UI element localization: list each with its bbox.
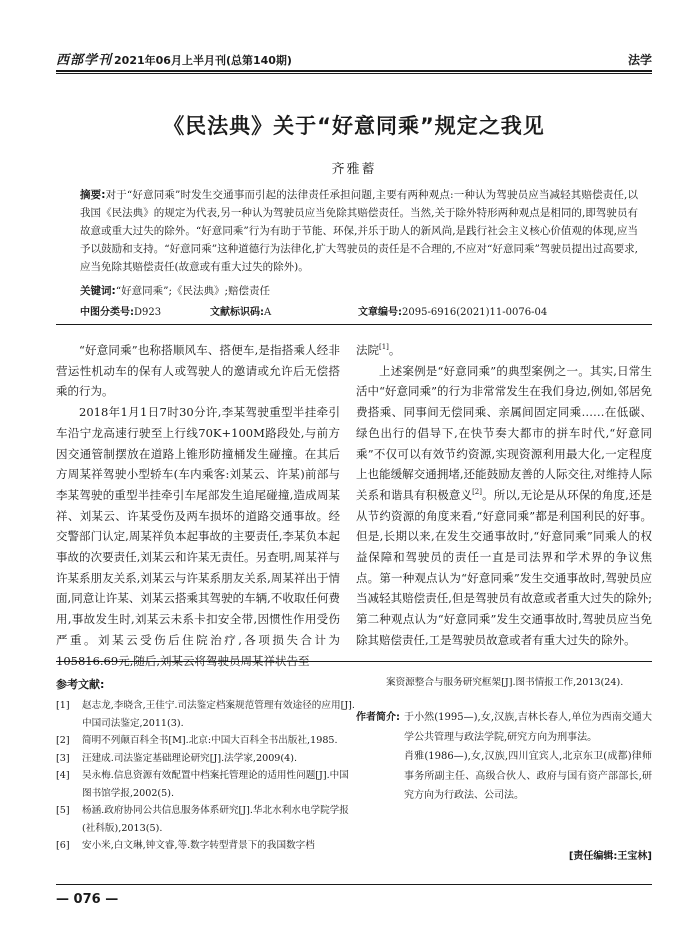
reference-item bbox=[56, 697, 358, 732]
keywords-text: “好意同乘”;《民法典》;赔偿责任 bbox=[115, 285, 271, 297]
reference-continued: 案资源整合与服务研究框架[J].图书情报工作,2013(24). bbox=[386, 677, 624, 688]
body-paragraph: “好意同乘”也称搭顺风车、搭便车,是指搭乘人经非营运性机动车的保有人或驾驶人的邀请或允许后无偿搭乘的行为。 bbox=[56, 343, 340, 399]
body-text: 法院 bbox=[356, 343, 379, 357]
section-name: 法学 bbox=[627, 53, 652, 67]
reference-number: [4] bbox=[56, 770, 70, 781]
reference-number: [6] bbox=[56, 840, 70, 851]
doc-code-value: A bbox=[264, 307, 272, 318]
article-id-label: 文章编号: bbox=[358, 307, 402, 318]
references-rule bbox=[56, 661, 652, 662]
body-text: 上述案例是“好意同乘”的典型案例之一。其实,日常生活中“好意同乘”的行为非常常发生在我们身边,例如,邻居免费搭乘、同事间无偿同乘、亲属间固定同乘……在低碳、绿色出行的倡导下,在快节奏大都市的拼车时代,“好意同乘”不仅可以有效节约资源,实现资源利用最大化,一定程度上也能缓解交通拥堵,还能鼓励友善的人际交往,对维持人际关系和谐具有积极意义 bbox=[356, 363, 652, 502]
reference-item bbox=[56, 732, 358, 750]
references-title: 参考文献: bbox=[56, 678, 105, 691]
article-title: 《民法典》关于“好意同乘”规定之我见 bbox=[163, 114, 545, 138]
header-left bbox=[56, 49, 292, 68]
reference-number: [1] bbox=[56, 700, 70, 711]
body-paragraph bbox=[356, 340, 652, 361]
body-text: 。所以,无论是从环保的角度,还是从节约资源的角度来看,“好意同乘”都是利国利民的好事。但是,长期以来,在发生交通事故时,“好意同乘”同乘人的权益保障和驾驶员的责任一直是司法界和学术界的争议焦点。第一种观点认为“好意同乘”发生交通事故时,驾驶员应当减轻其赔偿责任,但是驾驶员有故意或者重大过失的除外;第二种观点认为“好意同乘”发生交通事故时,驾驶员应当免除其赔偿责任,工是驾驶员故意或者有重大过失的除外。 bbox=[356, 487, 652, 647]
footer-rule bbox=[56, 884, 652, 885]
author-info-line: 于小然(1995—),女,汉族,吉林长春人,单位为西南交通大学公共管理与政法学院,研究方向为刑事法。 bbox=[404, 712, 652, 743]
reference-text: 简明不列颠百科全书[M].北京:中国大百科全书出版社,1985. bbox=[82, 735, 338, 746]
body-paragraph: 2018年1月1日7时30分许,李某驾驶重型半挂牵引车沿宁龙高速行驶至上行线70K+100M路段处,与前方因交通管制摆放在道路上锥形防撞桶发生碰撞。在其后方周某祥驾驶小型轿车(车内乘客:刘某云、许某)前部与李某驾驶的重型半挂牵引车尾部发生追尾碰撞,造成周某祥、刘某云、许某受伤及两车损坏的道路交通事故。经交警部门认定,周某祥负本起事故的主要责任,李某负本起事故的次要责任,刘某云和许某无责任。另查明,周某祥与许某系朋友关系,刘某云与许某系朋友关系,周某祥出于情面,同意让许某、刘某云搭乘其驾驶的车辆,不收取任何费用,事故发生时,刘某云未系卡扣安全带,因惯性作用受伤严重。刘某云受伤后住院治疗,各项损失合计为105816.69元,随后,刘某云将驾驶员周某祥状告至 bbox=[56, 405, 340, 668]
reference-text: 安小米,白文琳,钟文睿,等.数字转型背景下的我国数字档 bbox=[82, 840, 315, 851]
reference-item bbox=[56, 802, 358, 837]
body-column-left bbox=[56, 340, 340, 671]
meta-rule bbox=[56, 324, 652, 325]
running-header bbox=[56, 50, 652, 68]
reference-text: 吴永梅.信息资源有效配置中档案托管理论的适用性问题[J].中国图书馆学报,2002(5). bbox=[82, 770, 349, 799]
author-info-line: 肖雅(1986—),女,汉族,四川宜宾人,北京东卫(成都)律师事务所副主任、高级合伙人、政府与国有资产部部长,研究方向为行政法、公司法。 bbox=[404, 751, 652, 801]
reference-text: 杨涵.政府协同公共信息服务体系研究[J].华北水利水电学院学报(社科版),2013(5). bbox=[82, 805, 349, 834]
clc-field bbox=[80, 303, 210, 318]
abstract-text: 对于“好意同乘”时发生交通事而引起的法律责任承担问题,主要有两种观点:一种认为驾驶员应当减轻其赔偿责任,以我国《民法典》的规定为代表,另一种认为驾驶员应当免除其赔偿责任。当然,关于除外特形两种观点是相同的,即驾驶员有故意或重大过失的除外。“好意同乘”行为有助于节能、环保,并乐于助人的新风尚,是践行社会主义核心价值观的体现,应当予以鼓励和支持。“好意同乘”这种道德行为法律化,扩大驾驶员的责任是不合理的,不应对“好意同乘”驾驶员提出过高要求,应当免除其赔偿责任(故意或有重大过失的除外)。 bbox=[80, 189, 638, 273]
citation: [1] bbox=[379, 343, 389, 352]
doc-code-label: 文献标识码: bbox=[210, 307, 264, 318]
editor-note: [责任编辑:王宝林] bbox=[568, 851, 652, 862]
body-column-right bbox=[356, 340, 652, 651]
author-info-label: 作者简介: bbox=[356, 712, 400, 723]
article-meta bbox=[80, 303, 638, 318]
keywords bbox=[80, 283, 638, 298]
header-rule-thin bbox=[56, 73, 652, 74]
issue-info: 2021年06月上半月刊(总第140期) bbox=[114, 54, 292, 67]
reference-item bbox=[56, 837, 358, 855]
body-paragraph bbox=[356, 361, 652, 651]
reference-number: [5] bbox=[56, 805, 70, 816]
journal-name: 西部学刊 bbox=[56, 53, 113, 68]
clc-label: 中图分类号: bbox=[80, 307, 134, 318]
reference-text: 汪建成.司法鉴定基础理论研究[J].法学家,2009(4). bbox=[82, 752, 298, 764]
abstract-label: 摘要: bbox=[80, 189, 106, 201]
reference-number: [2] bbox=[56, 735, 70, 746]
article-author: 齐雅蓄 bbox=[331, 162, 377, 177]
reference-text: 赵志龙,李晓含,王佳宁.司法鉴定档案规范管理有效途径的应用[J].中国司法鉴定,2011(3). bbox=[82, 700, 355, 729]
citation: [2] bbox=[472, 488, 482, 497]
keywords-label: 关键词: bbox=[80, 285, 116, 297]
doc-code-field bbox=[210, 303, 358, 318]
header-rule-thick bbox=[56, 70, 652, 72]
reference-item bbox=[56, 750, 358, 768]
author-info-row bbox=[356, 708, 652, 747]
reference-number: [3] bbox=[56, 752, 70, 764]
article-id-field bbox=[358, 303, 547, 318]
clc-value: D923 bbox=[134, 307, 162, 318]
abstract bbox=[80, 186, 638, 276]
body-text: 。 bbox=[388, 343, 401, 357]
page-number: — 076 — bbox=[56, 892, 119, 907]
author-info bbox=[356, 708, 652, 806]
article-id-value: 2095-6916(2021)11-0076-04 bbox=[402, 307, 548, 318]
reference-item bbox=[56, 767, 358, 802]
reference-list bbox=[56, 697, 358, 855]
